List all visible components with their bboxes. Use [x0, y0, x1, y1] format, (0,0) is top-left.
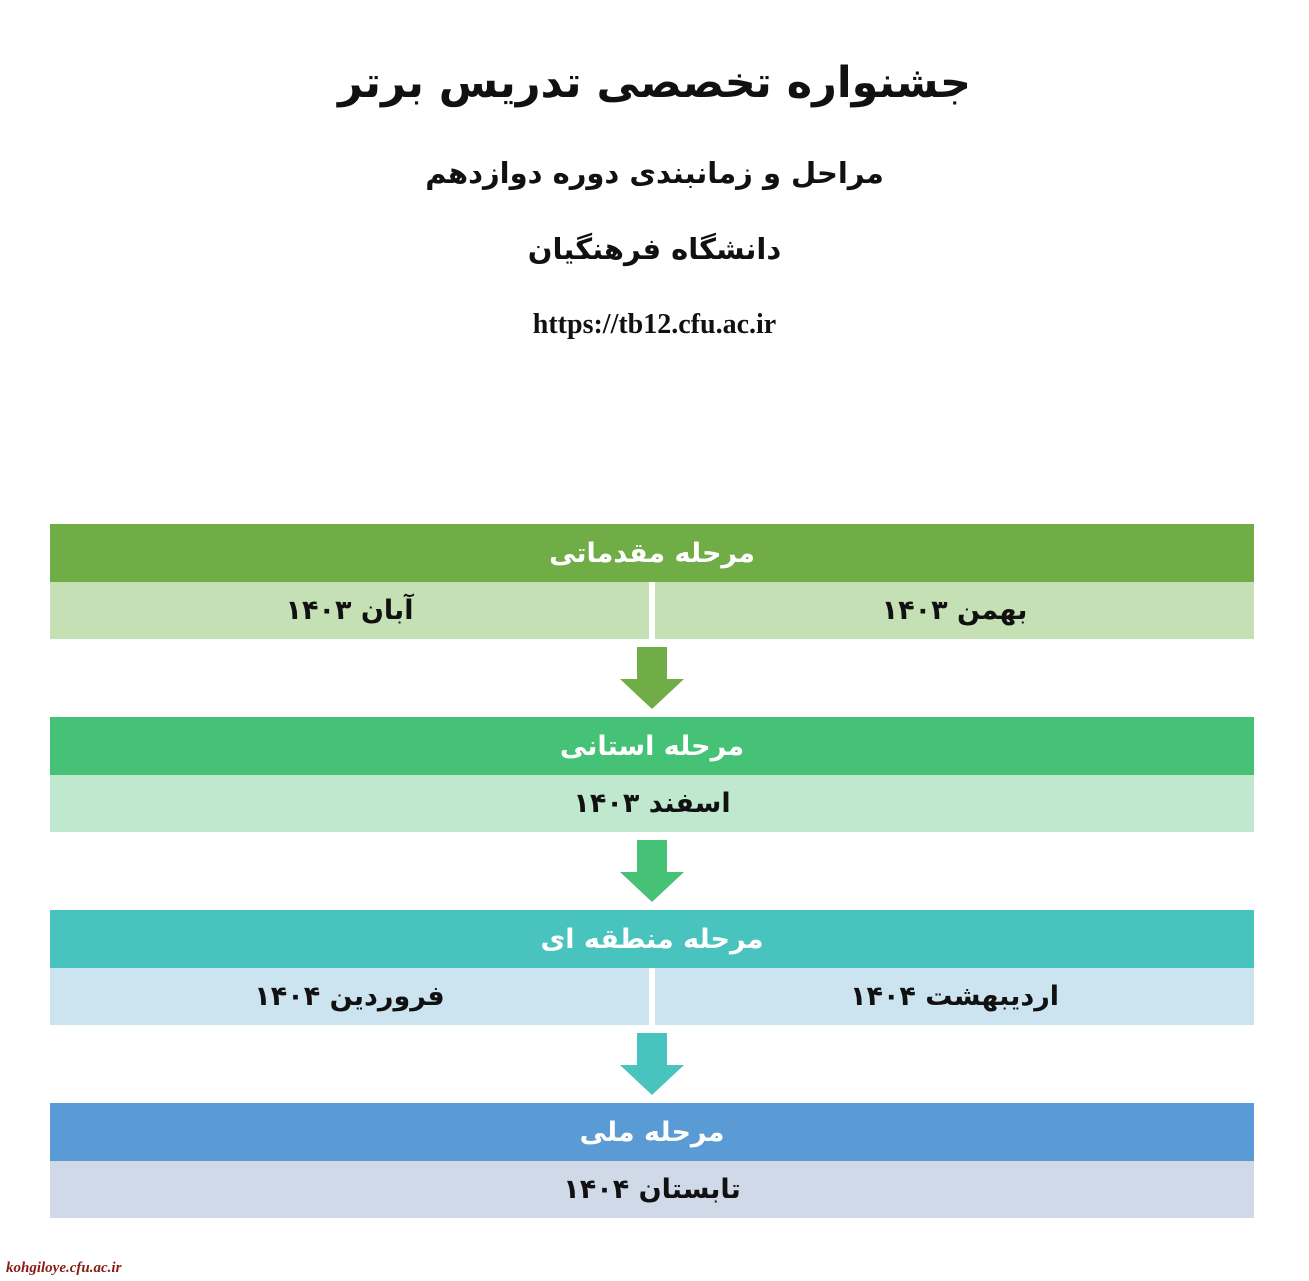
site-watermark: kohgiloye.cfu.ac.ir	[6, 1260, 122, 1276]
stage-regional	[50, 910, 1254, 1025]
stage-title: مرحله ملی	[579, 1116, 725, 1148]
cell-divider	[649, 968, 655, 1025]
page-header	[0, 0, 1309, 341]
organization-name: دانشگاه فرهنگیان	[527, 232, 782, 267]
page-title: جشنواره تخصصی تدریس برتر	[338, 58, 971, 108]
stage-title-bar	[50, 910, 1254, 968]
stage-title-bar	[50, 717, 1254, 775]
stage-date-cell: تابستان ۱۴۰۴	[563, 1174, 741, 1205]
down-arrow-icon	[620, 647, 684, 709]
stage-provincial	[50, 717, 1254, 832]
stage-dates-bar	[50, 582, 1254, 639]
down-arrow-icon	[620, 1033, 684, 1095]
stage-date-cell: اردیبهشت ۱۴۰۴	[849, 981, 1060, 1012]
stage-title: مرحله استانی	[559, 730, 745, 762]
stage-title: مرحله مقدماتی	[549, 537, 755, 569]
festival-url[interactable]: https://tb12.cfu.ac.ir	[532, 309, 777, 341]
cell-divider	[649, 582, 655, 639]
stage-title-bar	[50, 1103, 1254, 1161]
stage-dates-bar	[50, 968, 1254, 1025]
flow-arrow-2-wrap	[50, 832, 1254, 910]
stage-date-cell: فروردین ۱۴۰۴	[254, 981, 445, 1012]
stage-dates-bar	[50, 775, 1254, 832]
stage-dates-bar	[50, 1161, 1254, 1218]
stage-title-bar	[50, 524, 1254, 582]
stages-flowchart	[50, 524, 1254, 1218]
stage-national	[50, 1103, 1254, 1218]
stage-date-cell: اسفند ۱۴۰۳	[573, 788, 731, 819]
flow-arrow-3-wrap	[50, 1025, 1254, 1103]
stage-date-cell: آبان ۱۴۰۳	[285, 595, 414, 626]
stage-date-cell: بهمن ۱۴۰۳	[881, 595, 1028, 626]
down-arrow-icon	[620, 840, 684, 902]
page-subtitle: مراحل و زمانبندی دوره دوازدهم	[425, 155, 884, 190]
stage-preliminary	[50, 524, 1254, 639]
flow-arrow-1-wrap	[50, 639, 1254, 717]
stage-title: مرحله منطقه ای	[540, 923, 764, 955]
